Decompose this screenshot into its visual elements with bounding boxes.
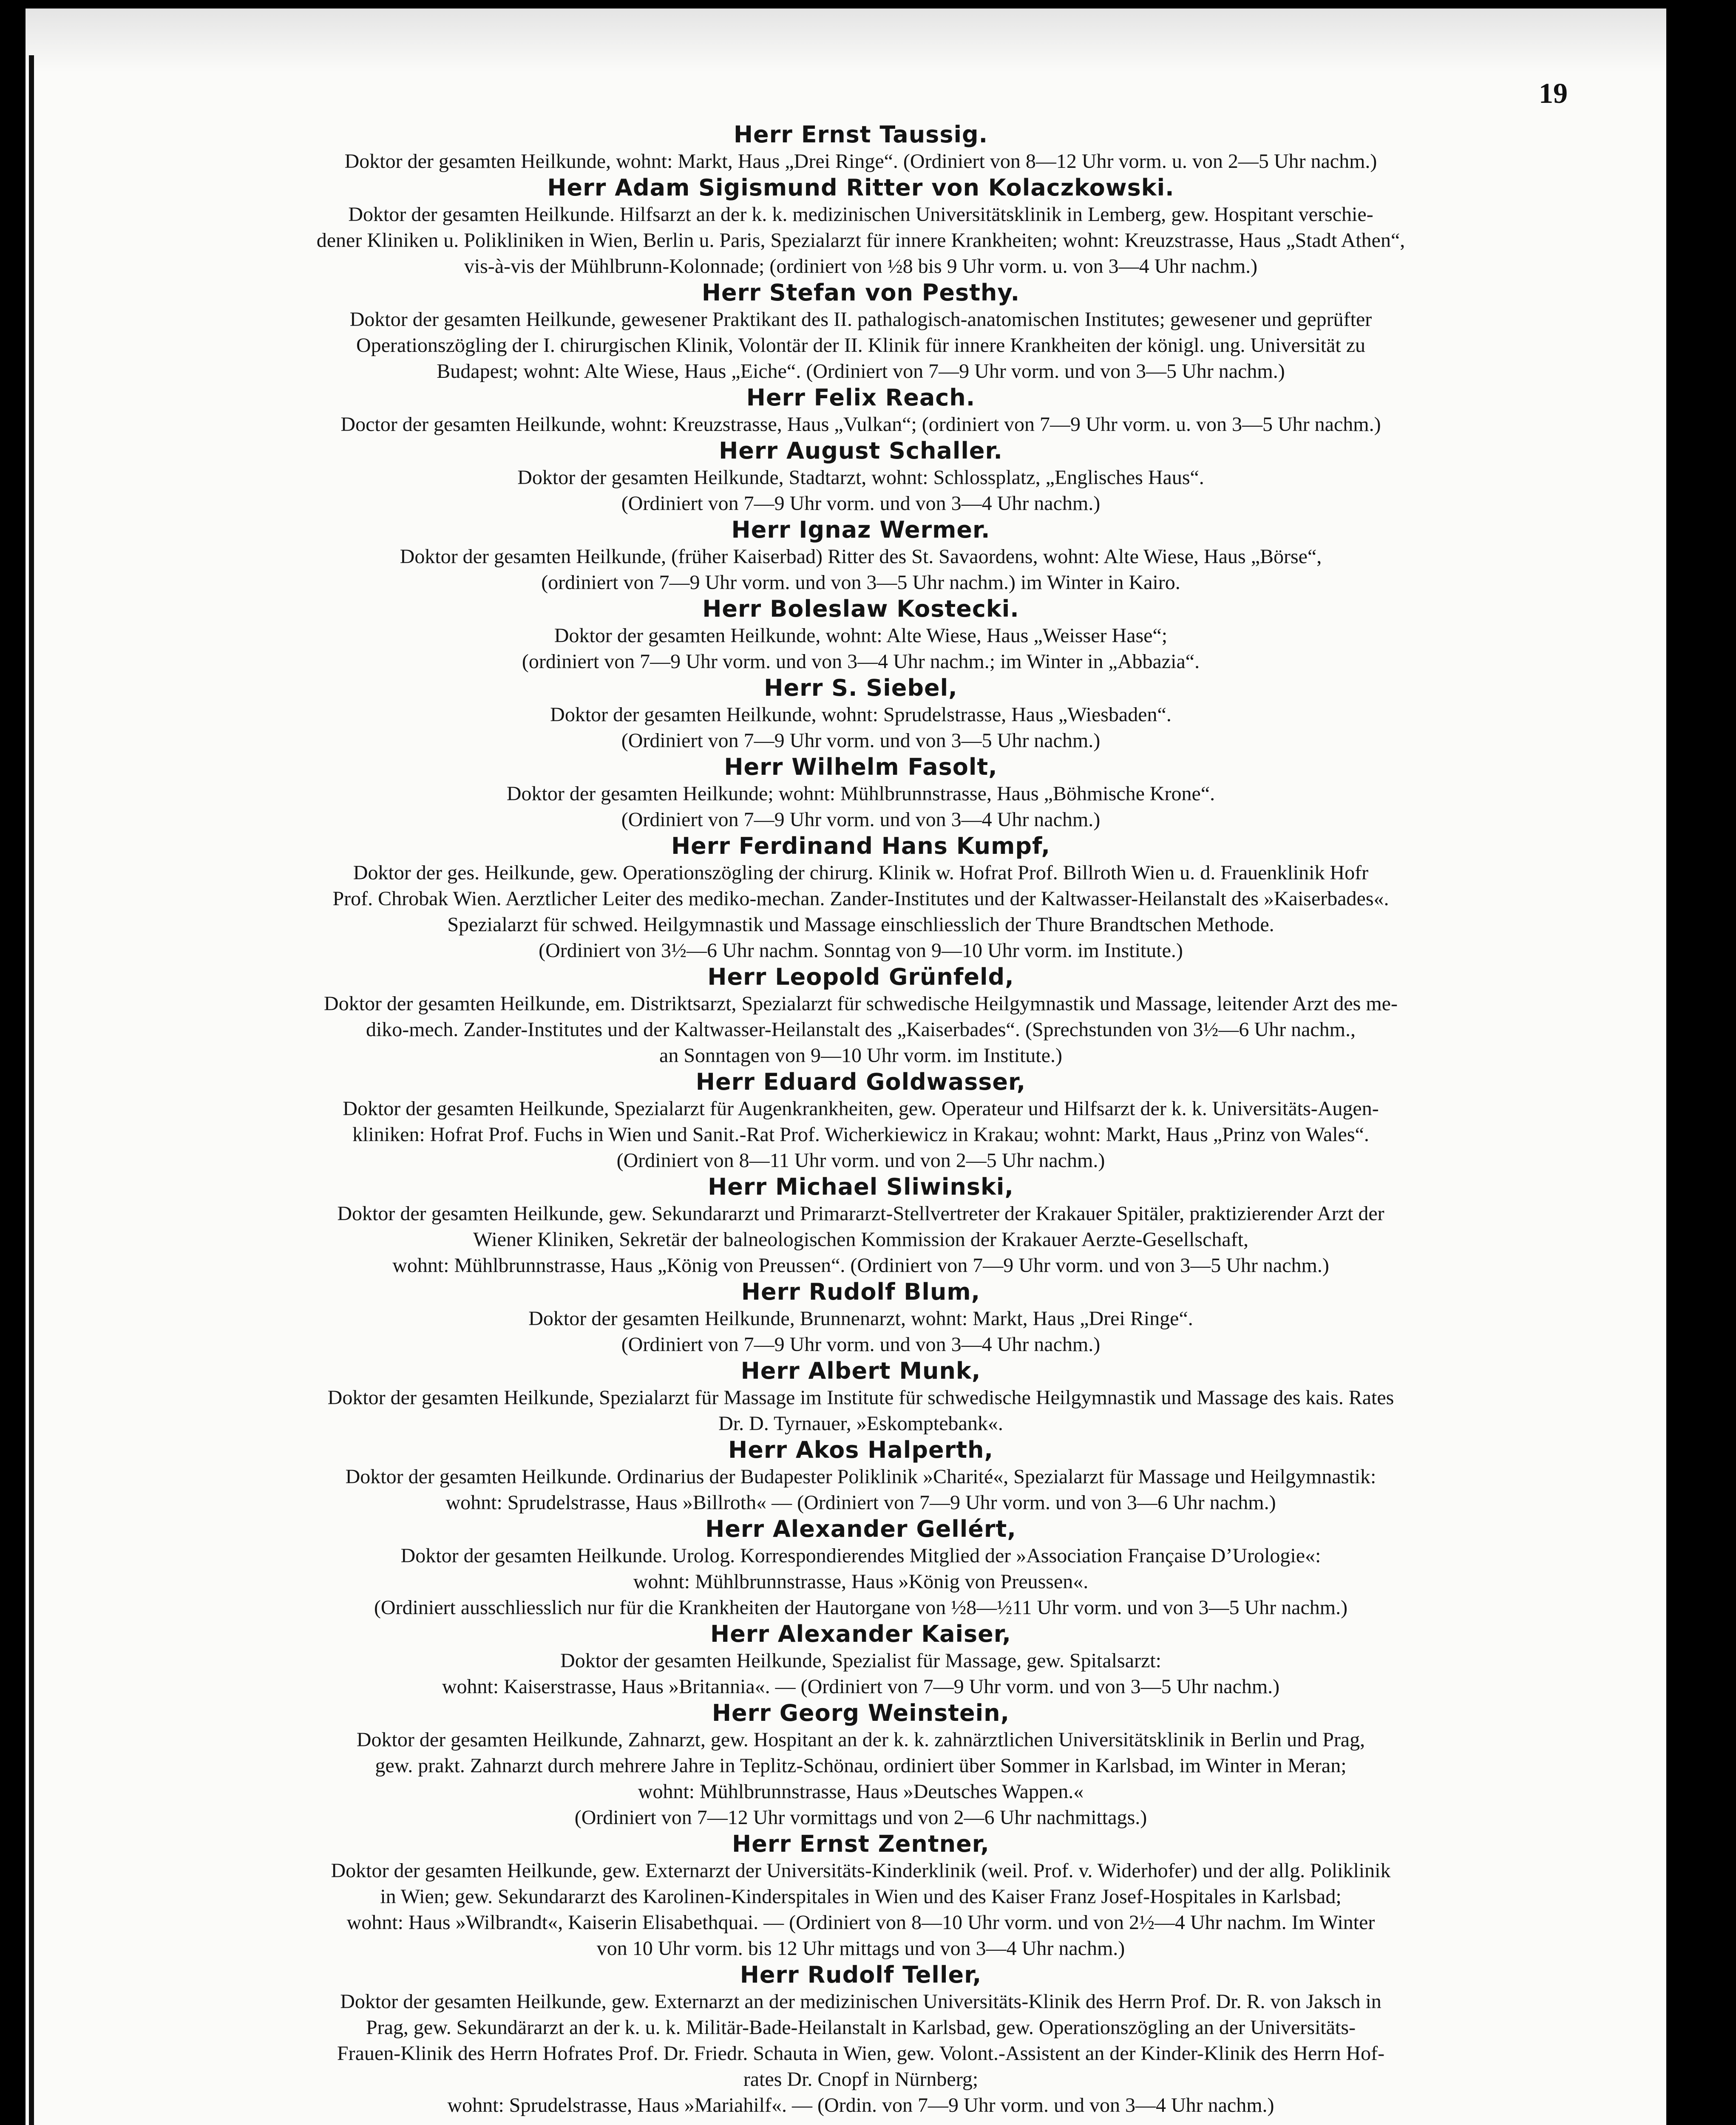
physician-name: Herr Ignaz Wermer. bbox=[731, 516, 990, 543]
physician-name: Herr Ernst Taussig. bbox=[733, 121, 988, 148]
physician-name: Herr Boleslaw Kostecki. bbox=[702, 595, 1019, 622]
physician-name: Herr Adam Sigismund Ritter von Kolaczkowski. bbox=[547, 174, 1174, 201]
directory-entry bbox=[153, 1961, 1569, 2118]
physician-name: Herr Alexander Gellért, bbox=[705, 1516, 1016, 1542]
physician-name: Herr Felix Reach. bbox=[746, 384, 976, 411]
physician-name: Herr Rudolf Teller, bbox=[740, 1961, 982, 1988]
page-number: 19 bbox=[1539, 77, 1568, 109]
entry-text-line: wohnt: Mühlbrunnstrasse, Haus »Deutsches Wappen.« bbox=[638, 1780, 1084, 1803]
physician-name: Herr Georg Weinstein, bbox=[712, 1700, 1010, 1726]
entry-text-line: Doktor der gesamten Heilkunde, gew. Sekundararzt und Primararzt-Stellvertreter der Krakauer Spitäler, praktizierender Arzt der bbox=[337, 1202, 1384, 1225]
physician-name: Herr Ernst Zentner, bbox=[732, 1830, 990, 1857]
entry-text-line: (Ordiniert ausschliesslich nur für die Krankheiten der Hautorgane von ½8—½11 Uhr vorm. und von 3—5 Uhr nachm.) bbox=[374, 1596, 1348, 1619]
entry-text-line: vis-à-vis der Mühlbrunn-Kolonnade; (ordiniert von ½8 bis 9 Uhr vorm. u. von 3—4 Uhr nachm.) bbox=[464, 255, 1258, 278]
physician-name: Herr Leopold Grünfeld, bbox=[707, 963, 1014, 990]
entry-text-line: Prag, gew. Sekundärarzt an der k. u. k. Militär-Bade-Heilanstalt in Karlsbad, gew. Operationszögling an der Universitäts- bbox=[366, 2016, 1356, 2039]
entry-text-line: wohnt: Sprudelstrasse, Haus »Mariahilf«. — (Ordin. von 7—9 Uhr vorm. und von 3—4 Uhr nachm.) bbox=[447, 2094, 1274, 2116]
entry-text-line: Doktor der gesamten Heilkunde, gewesener Praktikant des II. pathalogisch-anatomischen Institutes; gewesener und geprüfter bbox=[349, 308, 1372, 331]
directory-entry bbox=[153, 674, 1569, 754]
physician-name: Herr August Schaller. bbox=[719, 437, 1003, 464]
physician-name: Herr S. Siebel, bbox=[764, 674, 958, 701]
entry-text-line: wohnt: Kaiserstrasse, Haus »Britannia«. — (Ordiniert von 7—9 Uhr vorm. und von 3—5 Uhr nachm.) bbox=[442, 1675, 1280, 1698]
entry-text-line: (Ordiniert von 7—12 Uhr vormittags und von 2—6 Uhr nachmittags.) bbox=[574, 1806, 1147, 1829]
physician-name: Herr Rudolf Blum, bbox=[741, 1278, 981, 1305]
entry-text-line: rates Dr. Cnopf in Nürnberg; bbox=[743, 2068, 979, 2091]
physician-name: Herr Alexander Kaiser, bbox=[710, 1621, 1011, 1647]
entry-text-line: (Ordiniert von 8—11 Uhr vorm. und von 2—5 Uhr nachm.) bbox=[616, 1149, 1105, 1172]
physician-name: Herr Albert Munk, bbox=[740, 1357, 981, 1384]
entry-text-line: Doktor der gesamten Heilkunde, Spezialarzt für Augenkrankheiten, gew. Operateur und Hilfsarzt der k. k. Universitäts-Augen- bbox=[343, 1097, 1379, 1120]
directory-entry bbox=[153, 1516, 1569, 1621]
entry-text-line: Doktor der gesamten Heilkunde, em. Distriktsarzt, Spezialarzt für schwedische Heilgymnastik und Massage, leitender Arzt des me- bbox=[324, 992, 1398, 1015]
entry-text-line: (Ordiniert von 7—9 Uhr vorm. und von 3—5 Uhr nachm.) bbox=[621, 729, 1101, 752]
entry-text-line: (ordiniert von 7—9 Uhr vorm. und von 3—5 Uhr nachm.) im Winter in Kairo. bbox=[541, 571, 1180, 594]
directory-entry bbox=[153, 1436, 1569, 1516]
entry-text-line: Doktor der gesamten Heilkunde. Urolog. Korrespondierendes Mitglied der »Association Française D’Urologie«: bbox=[400, 1544, 1321, 1567]
entry-text-line: (ordiniert von 7—9 Uhr vorm. und von 3—4 Uhr nachm.; im Winter in „Abbazia“. bbox=[522, 650, 1200, 673]
entry-text-line: Doktor der gesamten Heilkunde, Brunnenarzt, wohnt: Markt, Haus „Drei Ringe“. bbox=[528, 1307, 1193, 1330]
directory-entry bbox=[153, 595, 1569, 674]
directory-entry bbox=[153, 1173, 1569, 1278]
entry-text-line: Doktor der ges. Heilkunde, gew. Operationszögling der chirurg. Klinik w. Hofrat Prof. Billroth Wien u. d. Frauenklinik Hofr bbox=[353, 861, 1369, 884]
entry-text-line: wohnt: Sprudelstrasse, Haus »Billroth« — (Ordiniert von 7—9 Uhr vorm. und von 3—6 Uhr nachm.) bbox=[445, 1491, 1276, 1514]
entry-text-line: Doktor der gesamten Heilkunde, (früher Kaiserbad) Ritter des St. Savaordens, wohnt: Alte Wiese, Haus „Börse“, bbox=[400, 545, 1322, 568]
entry-text-line: in Wien; gew. Sekundararzt des Karolinen-Kinderspitales in Wien und des Kaiser Franz Josef-Hospitales in Karlsbad; bbox=[380, 1885, 1342, 1908]
physician-name: Herr Akos Halperth, bbox=[728, 1436, 993, 1463]
entry-text-line: Doktor der gesamten Heilkunde. Ordinarius der Budapester Poliklinik »Charité«, Spezialarzt für Massage und Heilgymnastik: bbox=[345, 1465, 1376, 1488]
entry-text-line: Prof. Chrobak Wien. Aerztlicher Leiter des mediko-mechan. Zander-Institutes und der Kaltwasser-Heilanstalt des »Kaiserbades«. bbox=[332, 887, 1389, 910]
directory-entry bbox=[153, 1068, 1569, 1173]
physician-name: Herr Wilhelm Fasolt, bbox=[724, 754, 998, 780]
entry-text-line: Dr. D. Tyrnauer, »Eskomptebank«. bbox=[718, 1412, 1003, 1435]
entry-text-line: wohnt: Mühlbrunnstrasse, Haus »König von Preussen«. bbox=[633, 1570, 1089, 1593]
directory-entry bbox=[153, 1621, 1569, 1700]
entry-text-line: Frauen-Klinik des Herrn Hofrates Prof. Dr. Friedr. Schauta in Wien, gew. Volont.-Assistent an der Kinder-Klinik des Herrn Hof- bbox=[337, 2042, 1385, 2065]
entry-text-line: Doktor der gesamten Heilkunde. Hilfsarzt an der k. k. medizinischen Universitätsklinik in Lemberg, gew. Hospitant verschie- bbox=[348, 203, 1373, 226]
directory-entry bbox=[153, 1700, 1569, 1830]
entry-text-line: Doktor der gesamten Heilkunde, wohnt: Sprudelstrasse, Haus „Wiesbaden“. bbox=[550, 703, 1172, 726]
directory-entry bbox=[153, 121, 1569, 174]
entry-text-line: (Ordiniert von 7—9 Uhr vorm. und von 3—4 Uhr nachm.) bbox=[621, 808, 1101, 831]
physician-name: Herr Stefan von Pesthy. bbox=[701, 279, 1020, 306]
physician-name: Herr Michael Sliwinski, bbox=[708, 1173, 1014, 1200]
entry-text-line: Doktor der gesamten Heilkunde, gew. Externarzt an der medizinischen Universitäts-Klinik des Herrn Prof. Dr. R. von Jaksch in bbox=[340, 1990, 1381, 2013]
entry-text-line: Operationszögling der I. chirurgischen Klinik, Volontär der II. Klinik für innere Krankheiten der königl. ung. Universität zu bbox=[356, 334, 1366, 357]
physician-name: Herr Eduard Goldwasser, bbox=[695, 1068, 1026, 1095]
directory-entry bbox=[153, 833, 1569, 963]
directory-entry bbox=[153, 1830, 1569, 1961]
directory-entry bbox=[153, 516, 1569, 595]
entry-text-line: Doktor der gesamten Heilkunde, Zahnarzt, gew. Hospitant an der k. k. zahnärztlichen Universitätsklinik in Berlin und Prag, bbox=[356, 1728, 1365, 1751]
directory-entry bbox=[153, 174, 1569, 279]
entry-text-line: Wiener Kliniken, Sekretär der balneologischen Kommission der Krakauer Aerzte-Gesellschaft, bbox=[473, 1228, 1249, 1251]
entry-text-line: Doktor der gesamten Heilkunde, wohnt: Markt, Haus „Drei Ringe“. (Ordiniert von 8—12 Uhr vorm. u. von 2—5 Uhr nachm.) bbox=[344, 150, 1377, 173]
entry-text-line: (Ordiniert von 7—9 Uhr vorm. und von 3—4 Uhr nachm.) bbox=[621, 1333, 1101, 1356]
directory-entry bbox=[153, 1357, 1569, 1436]
scan-top-edge bbox=[26, 8, 1666, 72]
entry-text-line: kliniken: Hofrat Prof. Fuchs in Wien und Sanit.-Rat Prof. Wicherkiewicz in Krakau; wohnt: Markt, Haus „Prinz von Wales“. bbox=[352, 1123, 1369, 1146]
directory-entry bbox=[153, 279, 1569, 384]
directory-entry bbox=[153, 963, 1569, 1068]
entry-text-line: gew. prakt. Zahnarzt durch mehrere Jahre in Teplitz-Schönau, ordiniert über Sommer in Karlsbad, im Winter in Meran; bbox=[375, 1754, 1347, 1777]
entry-text-line: diko-mech. Zander-Institutes und der Kaltwasser-Heilanstalt des „Kaiserbades“. (Sprechstunden von 3½—6 Uhr nachm., bbox=[366, 1018, 1356, 1041]
entry-text-line: (Ordiniert von 3½—6 Uhr nachm. Sonntag von 9—10 Uhr vorm. im Institute.) bbox=[539, 939, 1183, 962]
entry-text-line: Doctor der gesamten Heilkunde, wohnt: Kreuzstrasse, Haus „Vulkan“; (ordiniert von 7—9 Uhr vorm. u. von 3—5 Uhr nachm.) bbox=[340, 413, 1381, 436]
document-page bbox=[26, 8, 1666, 2125]
entry-text-line: (Ordiniert von 7—9 Uhr vorm. und von 3—4 Uhr nachm.) bbox=[621, 492, 1101, 515]
entry-text-line: wohnt: Haus »Wilbrandt«, Kaiserin Elisabethquai. — (Ordiniert von 8—10 Uhr vorm. und von 2½—4 Uhr nachm. Im Winter bbox=[346, 1911, 1375, 1934]
entry-text-line: Doktor der gesamten Heilkunde, Spezialist für Massage, gew. Spitalsarzt: bbox=[560, 1649, 1161, 1672]
entry-text-line: von 10 Uhr vorm. bis 12 Uhr mittags und von 3—4 Uhr nachm.) bbox=[596, 1937, 1125, 1960]
directory-entry bbox=[153, 437, 1569, 516]
entry-text-line: an Sonntagen von 9—10 Uhr vorm. im Institute.) bbox=[659, 1044, 1062, 1067]
entry-text-line: dener Kliniken u. Polikliniken in Wien, Berlin u. Paris, Spezialarzt für innere Krankheiten; wohnt: Kreuzstrasse, Haus „Stadt Athen“, bbox=[316, 229, 1405, 252]
directory-entry bbox=[153, 754, 1569, 833]
entry-text-line: Doktor der gesamten Heilkunde, Spezialarzt für Massage im Institute für schwedische Heilgymnastik und Massage des kais. Rates bbox=[327, 1386, 1394, 1409]
directory-entry bbox=[153, 384, 1569, 437]
entry-text-line: wohnt: Mühlbrunnstrasse, Haus „König von Preussen“. (Ordiniert von 7—9 Uhr vorm. und von 3—5 Uhr nachm.) bbox=[392, 1254, 1329, 1277]
directory-entry bbox=[153, 1278, 1569, 1357]
entry-text-line: Doktor der gesamten Heilkunde, Stadtarzt, wohnt: Schlossplatz, „Englisches Haus“. bbox=[517, 466, 1204, 489]
entry-text-line: Doktor der gesamten Heilkunde, gew. Externarzt der Universitäts-Kinderklinik (weil. Prof. v. Widerhofer) und der allg. Poliklinik bbox=[331, 1859, 1391, 1882]
physician-directory bbox=[153, 121, 1569, 2118]
binding-rule bbox=[29, 55, 34, 2125]
entry-text-line: Spezialarzt für schwed. Heilgymnastik und Massage einschliesslich der Thure Brandtschen Methode. bbox=[447, 913, 1274, 936]
entry-text-line: Doktor der gesamten Heilkunde; wohnt: Mühlbrunnstrasse, Haus „Böhmische Krone“. bbox=[506, 782, 1215, 805]
entry-text-line: Budapest; wohnt: Alte Wiese, Haus „Eiche“. (Ordiniert von 7—9 Uhr vorm. und von 3—5 Uhr nachm.) bbox=[437, 360, 1285, 382]
entry-text-line: Doktor der gesamten Heilkunde, wohnt: Alte Wiese, Haus „Weisser Hase“; bbox=[554, 624, 1168, 647]
physician-name: Herr Ferdinand Hans Kumpf, bbox=[671, 833, 1051, 859]
